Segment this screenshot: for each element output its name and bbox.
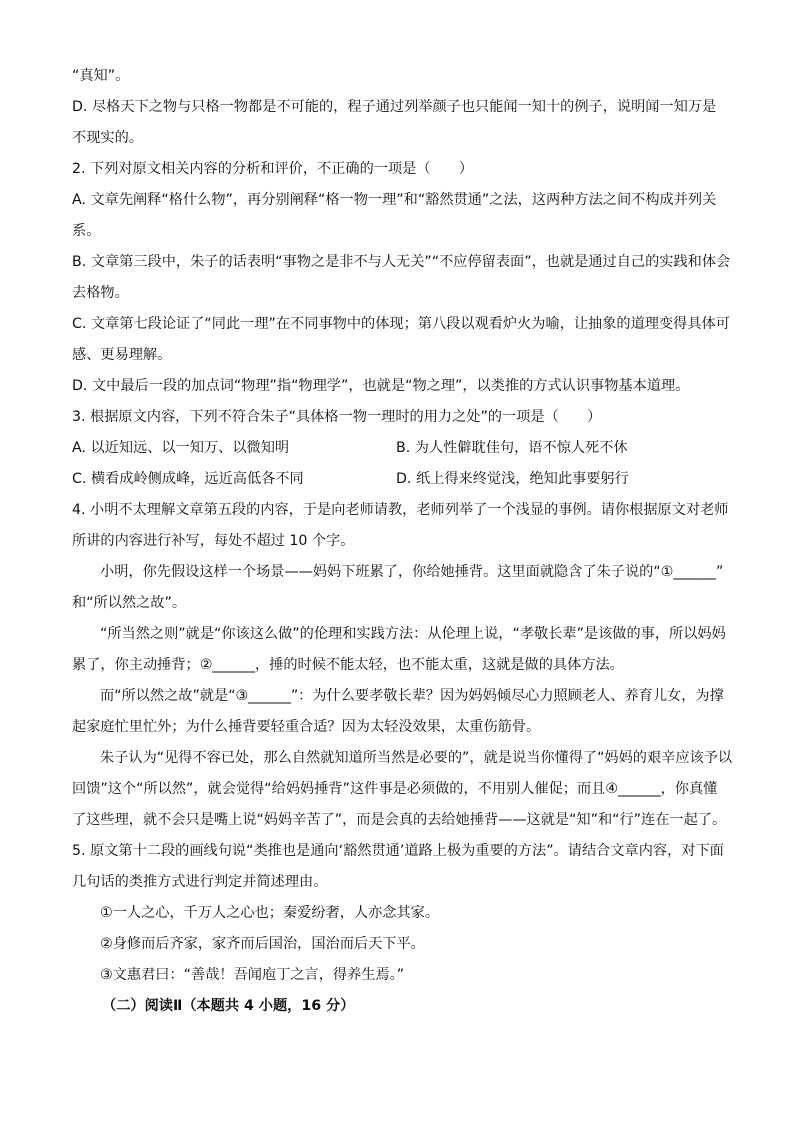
options-row-cd (72, 469, 736, 489)
option-d-q1: D. 尽格天下之物与只格一物都是不可能的，程子通过列举颜子也只能闻一知十的例子，说明闻一知万是 (72, 99, 717, 115)
text-line: 不现实的。 (72, 130, 143, 146)
text-line: 了这些理，就不会只是嘴上说“妈妈辛苦了”，而是会真的去给她捶背——这就是“知”和“行”连在一起了。 (72, 812, 727, 828)
text-line: 回馈”这个“所以然”，就会觉得“给妈妈捶背”这件事是必须做的，不用别人催促；而且④______，你真懂 (72, 781, 718, 797)
option-c-q2: C. 文章第七段论证了“同此一理”在不同事物中的体现；第八段以观看炉火为喻，让抽象的道理变得具体可 (72, 316, 730, 332)
option-c-q3: C. 横看成岭侧成峰，远近高低各不同 (72, 471, 304, 487)
text-line: “真知”。 (72, 68, 130, 84)
text-line: 几句话的类推方式进行判定并简述理由。 (72, 874, 328, 890)
option-d-q3: D. 纸上得来终觉浅，绝知此事要躬行 (396, 471, 629, 487)
option-a-q3: A. 以近知远、以一知万、以微知明 (72, 440, 290, 456)
quote-2: ②身修而后齐家，家齐而后国治，国治而后天下平。 (100, 936, 425, 952)
paragraph-line: 而“所以然之故”就是“③______”：为什么要孝敬长辈？因为妈妈倾尽心力照顾老人、养育儿女，为撑 (100, 688, 724, 704)
text-line: 累了，你主动捶背；②______，捶的时候不能太轻，也不能太重，这就是做的具体方法。 (72, 657, 624, 673)
question-3: 3. 根据原文内容，下列不符合朱子“具体格一物一理时的用力之处”的一项是（ ） (72, 409, 602, 425)
text-line: 所讲的内容进行补写，每处不超过 10 个字。 (72, 533, 355, 549)
option-b-q2: B. 文章第三段中，朱子的话表明“事物之是非不与人无关”“不应停留表面”，也就是通过自己的实践和体会 (72, 254, 731, 270)
quote-1: ①一人之心，千万人之心也；秦爱纷奢，人亦念其家。 (100, 905, 440, 921)
option-d-q2: D. 文中最后一段的加点词“物理”指“物理学”，也就是“物之理”，以类推的方式认识事物基本道理。 (72, 378, 690, 394)
paragraph-line: 朱子认为“见得不容已处，那么自然就知道所当然是必要的”，就是说当你懂得了“妈妈的艰辛应该予以 (100, 750, 733, 766)
text-line: 去格物。 (72, 285, 129, 301)
paragraph-line: 小明，你先假设这样一个场景——妈妈下班累了，你给她捶背。这里面就隐含了朱子说的“①______” (100, 564, 724, 580)
question-2: 2. 下列对原文相关内容的分析和评价，不正确的一项是（ ） (72, 161, 474, 177)
paragraph-line: “所当然之则”就是“你该这么做”的伦理和实践方法：从伦理上说，“孝敬长辈”是该做的事，所以妈妈 (100, 626, 726, 642)
quote-3: ③文惠君曰：“善哉！吾闻庖丁之言，得养生焉。” (100, 967, 405, 983)
option-b-q3: B. 为人性僻耽佳句，语不惊人死不休 (396, 440, 628, 456)
text-line: 感、更易理解。 (72, 347, 172, 363)
option-a-q2: A. 文章先阐释“格什么物”，再分别阐释“格一物一理”和“豁然贯通”之法，这两种方法之间不构成并列关 (72, 192, 717, 208)
question-5: 5. 原文第十二段的画线句说“类推也是通向‘豁然贯通’道路上极为重要的方法”。请结合文章内容，对下面 (72, 843, 724, 859)
section-heading: （二）阅读Ⅱ（本题共 4 小题，16 分） (102, 998, 355, 1014)
text-line: 和“所以然之故”。 (72, 595, 187, 611)
question-4: 4. 小明不太理解文章第五段的内容，于是向老师请教，老师列举了一个浅显的事例。请你根据原文对老师 (72, 502, 729, 518)
text-line: 起家庭忙里忙外；为什么捶背要轻重合适？因为太轻没效果，太重伤筋骨。 (72, 719, 541, 735)
options-row-ab (72, 438, 736, 458)
text-line: 系。 (72, 223, 101, 239)
